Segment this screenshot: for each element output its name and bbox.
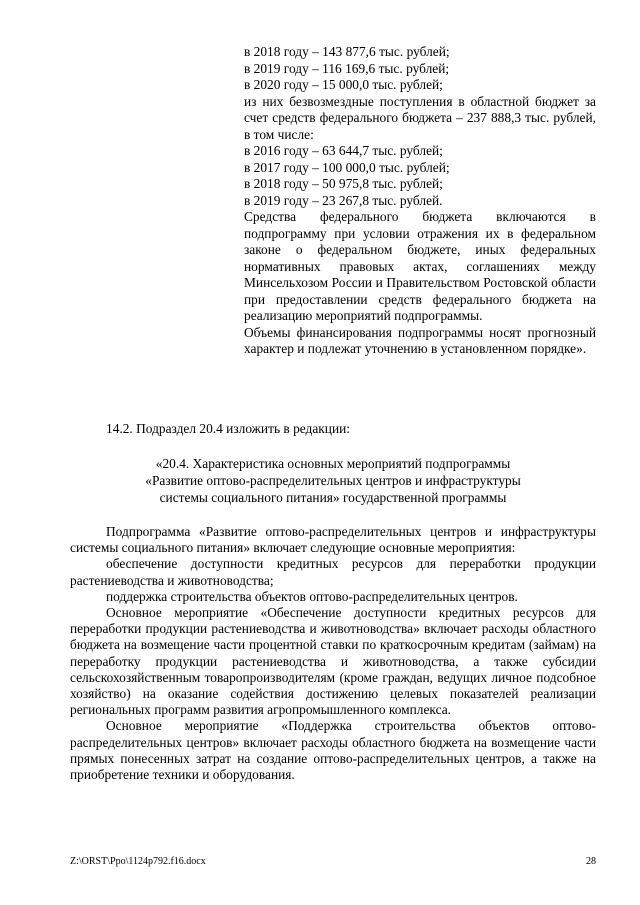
section-heading bbox=[70, 456, 596, 506]
body-paragraph: поддержка строительства объектов оптово-распределительных центров. bbox=[106, 588, 518, 604]
body-paragraph: Подпрограмма «Развитие оптово-распределительных центров и инфраструктуры системы социального питания» включает следующие основные мероприятия: bbox=[70, 524, 596, 556]
section-body bbox=[70, 524, 596, 783]
heading-line: «Развитие оптово-распределительных центров и инфраструктуры bbox=[145, 472, 521, 488]
heading-line: «20.4. Характеристика основных мероприятий подпрограммы bbox=[155, 456, 511, 471]
body-paragraph: обеспечение доступности кредитных ресурсов для переработки продукции растениеводства и животноводства; bbox=[70, 556, 596, 588]
federal-year-line: в 2019 году – 23 267,8 тыс. рублей. bbox=[244, 192, 443, 208]
federal-funds-intro: из них безвозмездные поступления в областной бюджет за счет средств федерального бюджета – 237 888,3 тыс. рублей, в том числе: bbox=[244, 93, 596, 142]
forecast-paragraph: Объемы финансирования подпрограммы носят прогнозный характер и подлежат уточнению в установленном порядке». bbox=[244, 324, 596, 356]
financing-block bbox=[244, 44, 596, 358]
page-number: 28 bbox=[586, 856, 596, 867]
condition-paragraph: Средства федерального бюджета включаются в подпрограмму при условии отражения их в федеральном законе о федеральном бюджете, иных федеральных нормативных правовых актах, соглашениях между Минсельхозом России и Правительством Ростовской области при предоставлении средств федерального бюджета на реализацию мероприятий подпрограммы. bbox=[244, 209, 596, 323]
federal-year-line: в 2018 году – 50 975,8 тыс. рублей; bbox=[244, 176, 443, 191]
body-paragraph: Основное мероприятие «Обеспечение доступности кредитных ресурсов для переработки продукции растениеводства и животноводства» включает расходы областного бюджета на возмещение части процентной ставки по краткосрочным кредитам (займам) на переработку продукции растениеводства и животноводства, а также субсидии сельскохозяйственным товаропроизводителям (кроме граждан, ведущих личное подсобное хозяйство) на оказание содействия достижению целевых показателей реализации региональных программ развития агропромышленного комплекса. bbox=[70, 605, 596, 718]
footer-file-path: Z:\ORST\Ppo\1124p792.f16.docx bbox=[70, 856, 206, 867]
body-paragraph: Основное мероприятие «Поддержка строительства объектов оптово-распределительных центров» включает расходы областного бюджета на возмещение части прямых понесенных затрат на создание оптово-распределительных центров, а также на приобретение техники и оборудования. bbox=[70, 718, 596, 783]
financing-year-line: в 2020 году – 15 000,0 тыс. рублей; bbox=[244, 77, 443, 92]
federal-year-line: в 2016 году – 63 644,7 тыс. рублей; bbox=[244, 143, 443, 158]
financing-year-line: в 2019 году – 116 169,6 тыс. рублей; bbox=[244, 60, 450, 76]
financing-year-line: в 2018 году – 143 877,6 тыс. рублей; bbox=[244, 44, 450, 59]
federal-year-line: в 2017 году – 100 000,0 тыс. рублей; bbox=[244, 159, 450, 175]
item-14-2: 14.2. Подраздел 20.4 изложить в редакции: bbox=[106, 421, 351, 436]
heading-line: системы социального питания» государственной программы bbox=[159, 489, 507, 505]
